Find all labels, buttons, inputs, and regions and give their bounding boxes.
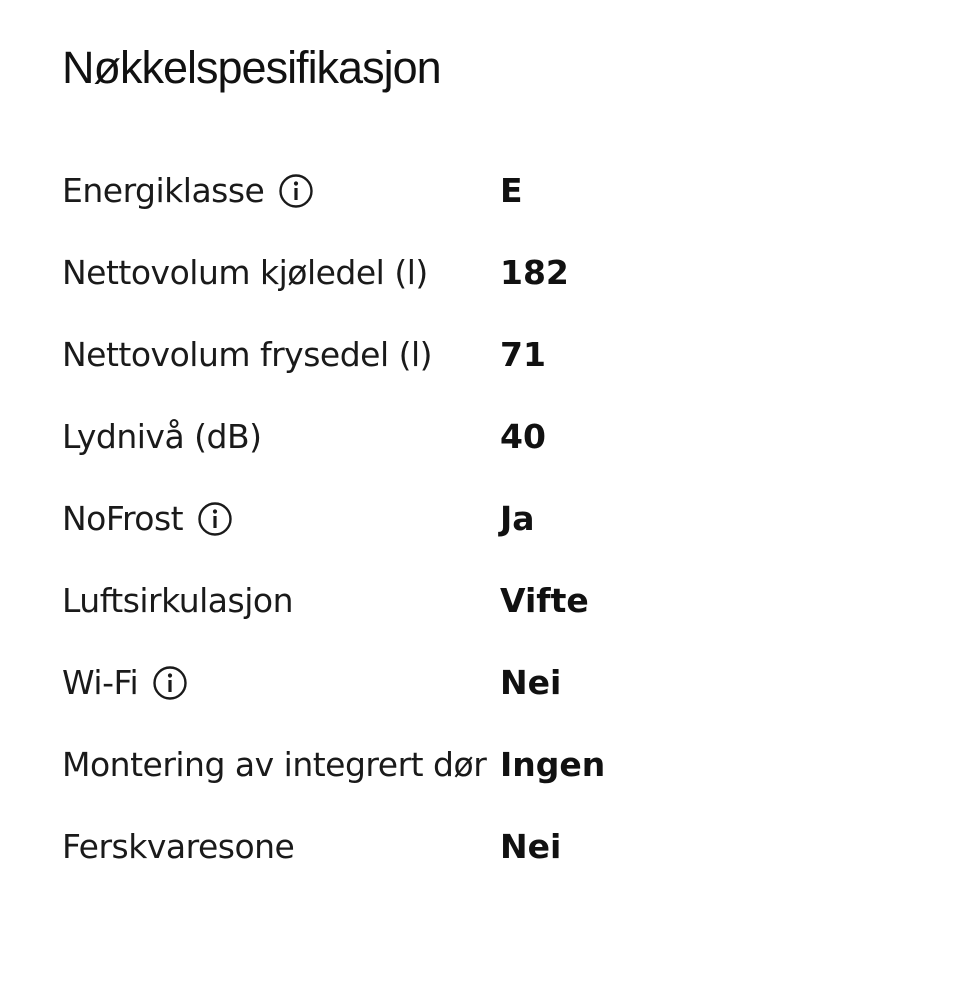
spec-value: 71 (500, 335, 546, 374)
spec-label-cell (62, 816, 500, 878)
key-spec-list (62, 150, 902, 888)
info-circle-icon[interactable] (197, 501, 233, 537)
spec-label-cell (62, 734, 500, 796)
spec-label: Nettovolum frysedel (l) (62, 335, 433, 374)
spec-label-cell (62, 570, 500, 632)
info-circle-icon[interactable] (278, 173, 314, 209)
spec-label: Montering av integrert dør (62, 745, 487, 784)
spec-label-cell (62, 488, 500, 550)
spec-label-cell (62, 160, 500, 222)
spec-row-ferskvaresone (62, 806, 902, 888)
page-title: Nøkkelspesifikasjon (62, 42, 441, 93)
spec-label: NoFrost (62, 499, 184, 538)
spec-value: Vifte (500, 581, 589, 620)
spec-label-cell (62, 406, 500, 468)
spec-label: Wi-Fi (62, 663, 139, 702)
spec-label-cell (62, 652, 500, 714)
spec-value: Nei (500, 827, 562, 866)
spec-label: Luftsirkulasjon (62, 581, 293, 620)
spec-label-cell (62, 324, 500, 386)
spec-row-montering (62, 724, 902, 806)
spec-value: 182 (500, 253, 569, 292)
spec-row-lydniva (62, 396, 902, 478)
spec-row-nettovolum-kjoledel (62, 232, 902, 314)
spec-row-nettovolum-frysedel (62, 314, 902, 396)
spec-label: Ferskvaresone (62, 827, 295, 866)
spec-value: E (500, 171, 523, 210)
spec-label-cell (62, 242, 500, 304)
spec-row-luftsirkulasjon (62, 560, 902, 642)
spec-row-energiklasse (62, 150, 902, 232)
spec-label: Lydnivå (dB) (62, 417, 262, 456)
spec-row-wifi (62, 642, 902, 724)
spec-value: Ja (500, 499, 535, 538)
info-circle-icon[interactable] (152, 665, 188, 701)
spec-value: Ingen (500, 745, 606, 784)
spec-row-nofrost (62, 478, 902, 560)
spec-value: Nei (500, 663, 562, 702)
spec-value: 40 (500, 417, 546, 456)
spec-label: Nettovolum kjøledel (l) (62, 253, 428, 292)
spec-label: Energiklasse (62, 171, 265, 210)
